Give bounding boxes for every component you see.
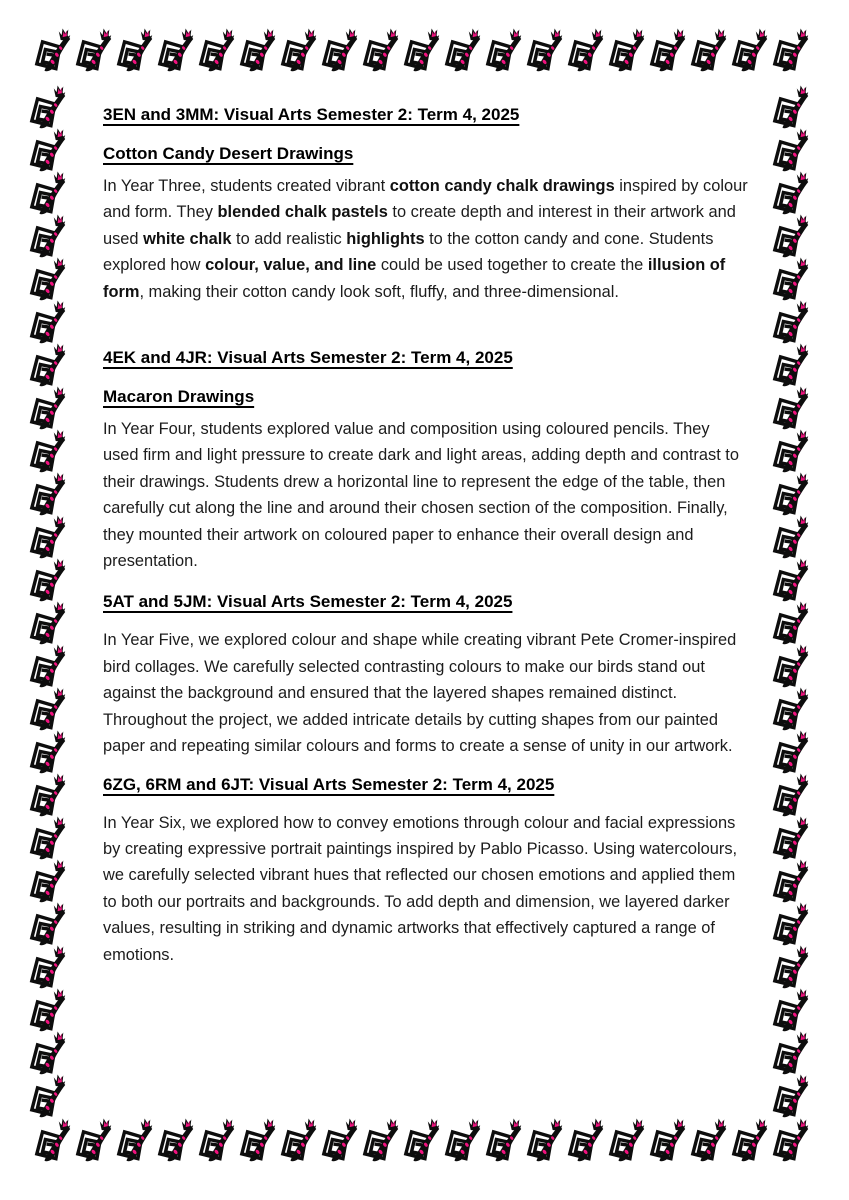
paintbrush-icon	[525, 1117, 567, 1162]
paintbrush-icon	[28, 944, 70, 989]
paintbrush-border-slot	[771, 772, 815, 815]
paintbrush-icon	[648, 27, 690, 72]
paintbrush-border-slot	[771, 643, 815, 686]
paintbrush-icon	[320, 1117, 362, 1162]
paintbrush-border-slot	[197, 1117, 238, 1163]
paintbrush-border-slot	[28, 213, 72, 256]
paintbrush-icon	[28, 987, 70, 1032]
paintbrush-border-slot	[443, 27, 484, 73]
paintbrush-icon	[28, 600, 70, 645]
paintbrush-icon	[771, 471, 813, 516]
paintbrush-border-slot	[320, 27, 361, 73]
paintbrush-icon	[28, 170, 70, 215]
paintbrush-icon	[156, 1117, 198, 1162]
paintbrush-icon	[28, 213, 70, 258]
paintbrush-border-slot	[771, 213, 815, 256]
paintbrush-icon	[28, 342, 70, 387]
paintbrush-icon	[771, 729, 813, 774]
body-text: In Year Four, students explored value and composition using coloured pencils. They used firm and light pressure to create dark and light areas, adding depth and contrast to their drawings. Students drew a horizontal line to represent the edge of the table, then carefully cut along the line and around their chosen section of the composition. Finally, they mounted their artwork on coloured paper to enhance their overall design and presentation.	[103, 420, 739, 571]
paintbrush-icon	[156, 27, 198, 72]
section-heading: 6ZG, 6RM and 6JT: Visual Arts Semester 2: Term 4, 2025	[103, 774, 555, 794]
paintbrush-border-slot	[28, 428, 72, 471]
section-heading: 3EN and 3MM: Visual Arts Semester 2: Term 4, 2025	[103, 105, 520, 124]
paintbrush-border-slot	[525, 1117, 566, 1163]
paintbrush-border-slot	[771, 471, 815, 514]
paintbrush-border-slot	[197, 27, 238, 73]
bold-text: highlights	[346, 229, 425, 248]
paintbrush-icon	[771, 127, 813, 172]
paintbrush-icon	[28, 84, 70, 129]
paintbrush-border-slot	[771, 815, 815, 858]
paintbrush-border-slot	[771, 428, 815, 471]
paintbrush-border-slot	[28, 514, 72, 557]
paintbrush-border-slot	[28, 600, 72, 643]
paintbrush-icon	[771, 27, 813, 72]
report-section	[103, 774, 749, 968]
paintbrush-border-slot	[28, 471, 72, 514]
paintbrush-border-slot	[28, 944, 72, 987]
bold-text: illusion of form	[103, 256, 726, 301]
paintbrush-icon	[771, 213, 813, 258]
paintbrush-icon	[238, 27, 280, 72]
paintbrush-border-slot	[771, 1117, 812, 1163]
paintbrush-icon	[443, 27, 485, 72]
paintbrush-border-slot	[28, 815, 72, 858]
paintbrush-icon	[607, 1117, 649, 1162]
paintbrush-icon	[771, 170, 813, 215]
paintbrush-border-slot	[443, 1117, 484, 1163]
paintbrush-icon	[28, 471, 70, 516]
section-subtitle: Macaron Drawings	[103, 387, 255, 407]
paintbrush-icon	[771, 342, 813, 387]
paintbrush-icon	[28, 901, 70, 946]
paintbrush-border-slot	[771, 901, 815, 944]
paintbrush-border-slot	[74, 27, 115, 73]
paintbrush-icon	[361, 27, 403, 72]
paintbrush-border-slot	[771, 600, 815, 643]
paintbrush-border-slot	[566, 1117, 607, 1163]
paintbrush-icon	[28, 256, 70, 301]
paintbrush-border-slot	[28, 299, 72, 342]
paintbrush-border-slot	[74, 1117, 115, 1163]
bold-text: cotton candy chalk drawings	[389, 177, 615, 195]
paintbrush-icon	[28, 514, 70, 559]
paintbrush-border-slot	[156, 1117, 197, 1163]
paintbrush-icon	[771, 256, 813, 301]
paintbrush-icon	[28, 815, 70, 860]
body-text: to the cotton candy and cone. Students explored how	[103, 229, 714, 275]
section-heading: 5AT and 5JM: Visual Arts Semester 2: Term 4, 2025	[103, 592, 513, 612]
paintbrush-icon	[771, 772, 813, 817]
paintbrush-border-slot	[771, 299, 815, 342]
paintbrush-icon	[525, 27, 567, 72]
paintbrush-icon	[279, 1117, 321, 1162]
body-text: inspired by colour and form. They	[103, 177, 748, 222]
paintbrush-icon	[689, 27, 731, 72]
bold-text: blended chalk pastels	[217, 203, 388, 222]
paintbrush-border-slot	[771, 170, 815, 213]
paintbrush-icon	[771, 600, 813, 645]
paintbrush-border-slot	[238, 1117, 279, 1163]
paintbrush-border-slot	[361, 27, 402, 73]
paintbrush-border-slot	[771, 987, 815, 1030]
paintbrush-icon	[28, 858, 70, 903]
paintbrush-border-slot	[28, 1073, 72, 1116]
paintbrush-border-slot	[115, 1117, 156, 1163]
paintbrush-icon	[771, 944, 813, 989]
paintbrush-icon	[238, 1117, 280, 1162]
paintbrush-icon	[115, 1117, 157, 1162]
paintbrush-icon	[771, 1117, 813, 1162]
paintbrush-border-slot	[279, 27, 320, 73]
paintbrush-border-slot	[28, 385, 72, 428]
section-subtitle: Cotton Candy Desert Drawings	[103, 144, 354, 163]
decorative-border-left	[28, 84, 72, 1116]
paintbrush-icon	[28, 127, 70, 172]
paintbrush-icon	[74, 1117, 116, 1162]
paintbrush-icon	[74, 27, 116, 72]
paintbrush-border-slot	[771, 127, 815, 170]
body-text: to create depth and interest in their artwork and used	[103, 203, 736, 248]
decorative-border-top	[33, 27, 812, 73]
paintbrush-border-slot	[689, 1117, 730, 1163]
section-paragraph	[103, 627, 749, 759]
decorative-border-bottom	[33, 1117, 812, 1163]
paintbrush-icon	[771, 643, 813, 688]
paintbrush-border-slot	[771, 27, 812, 73]
paintbrush-icon	[402, 1117, 444, 1162]
paintbrush-icon	[771, 815, 813, 860]
paintbrush-border-slot	[28, 170, 72, 213]
paintbrush-icon	[28, 1073, 70, 1118]
paintbrush-border-slot	[730, 1117, 771, 1163]
paintbrush-icon	[33, 27, 75, 72]
paintbrush-border-slot	[484, 1117, 525, 1163]
paintbrush-border-slot	[238, 27, 279, 73]
paintbrush-border-slot	[771, 1030, 815, 1073]
paintbrush-icon	[320, 27, 362, 72]
paintbrush-icon	[771, 1073, 813, 1118]
paintbrush-border-slot	[771, 944, 815, 987]
paintbrush-icon	[771, 299, 813, 344]
paintbrush-border-slot	[28, 557, 72, 600]
report-section	[103, 591, 749, 759]
paintbrush-border-slot	[28, 987, 72, 1030]
paintbrush-border-slot	[566, 27, 607, 73]
paintbrush-border-slot	[771, 858, 815, 901]
paintbrush-border-slot	[771, 729, 815, 772]
paintbrush-border-slot	[28, 858, 72, 901]
paintbrush-icon	[607, 27, 649, 72]
paintbrush-icon	[730, 1117, 772, 1162]
section-paragraph	[103, 810, 749, 968]
paintbrush-border-slot	[28, 729, 72, 772]
paintbrush-border-slot	[689, 27, 730, 73]
paintbrush-icon	[33, 1117, 75, 1162]
paintbrush-icon	[115, 27, 157, 72]
decorative-border-right	[771, 84, 815, 1116]
paintbrush-icon	[28, 1030, 70, 1075]
paintbrush-icon	[771, 428, 813, 473]
paintbrush-icon	[771, 514, 813, 559]
paintbrush-border-slot	[279, 1117, 320, 1163]
body-text: , making their cotton candy look soft, fluffy, and three-dimensional.	[139, 282, 619, 301]
body-text: could be used together to create the	[376, 256, 648, 275]
paintbrush-border-slot	[771, 84, 815, 127]
paintbrush-border-slot	[156, 27, 197, 73]
paintbrush-icon	[566, 1117, 608, 1162]
paintbrush-icon	[197, 27, 239, 72]
paintbrush-border-slot	[28, 1030, 72, 1073]
paintbrush-border-slot	[28, 643, 72, 686]
paintbrush-icon	[648, 1117, 690, 1162]
paintbrush-border-slot	[33, 27, 74, 73]
paintbrush-icon	[28, 772, 70, 817]
paintbrush-icon	[566, 27, 608, 72]
paintbrush-border-slot	[115, 27, 156, 73]
paintbrush-border-slot	[28, 342, 72, 385]
section-heading: 4EK and 4JR: Visual Arts Semester 2: Term 4, 2025	[103, 348, 513, 368]
section-paragraph	[103, 173, 749, 305]
paintbrush-border-slot	[484, 27, 525, 73]
paintbrush-icon	[28, 686, 70, 731]
paintbrush-border-slot	[607, 1117, 648, 1163]
paintbrush-icon	[28, 385, 70, 430]
paintbrush-icon	[402, 27, 444, 72]
paintbrush-border-slot	[771, 557, 815, 600]
paintbrush-border-slot	[771, 514, 815, 557]
body-text: In Year Three, students created vibrant	[103, 177, 390, 195]
paintbrush-border-slot	[607, 27, 648, 73]
paintbrush-border-slot	[402, 1117, 443, 1163]
paintbrush-icon	[361, 1117, 403, 1162]
document-content	[103, 104, 749, 968]
paintbrush-border-slot	[28, 256, 72, 299]
paintbrush-border-slot	[648, 1117, 689, 1163]
section-paragraph	[103, 416, 749, 574]
paintbrush-icon	[771, 987, 813, 1032]
paintbrush-icon	[771, 1030, 813, 1075]
paintbrush-icon	[279, 27, 321, 72]
paintbrush-border-slot	[771, 385, 815, 428]
paintbrush-icon	[689, 1117, 731, 1162]
paintbrush-border-slot	[28, 901, 72, 944]
bold-text: colour, value, and line	[205, 256, 377, 275]
body-text: In Year Five, we explored colour and shape while creating vibrant Pete Cromer-inspired bird collages. We carefully selected contrasting colours to make our birds stand out against the background and ensured that the layered shapes remained distinct. Throughout the project, we added intricate details by cutting shapes from our painted paper and repeating similar colours and forms to create a sense of unity in our artwork.	[103, 631, 737, 756]
paintbrush-border-slot	[361, 1117, 402, 1163]
paintbrush-border-slot	[320, 1117, 361, 1163]
paintbrush-icon	[771, 901, 813, 946]
paintbrush-icon	[443, 1117, 485, 1162]
paintbrush-icon	[28, 557, 70, 602]
paintbrush-border-slot	[730, 27, 771, 73]
body-text: to add realistic	[231, 229, 347, 248]
paintbrush-icon	[771, 557, 813, 602]
paintbrush-icon	[771, 385, 813, 430]
report-section	[103, 347, 749, 574]
body-text: In Year Six, we explored how to convey emotions through colour and facial expressions by creating expressive portrait paintings inspired by Pablo Picasso. Using watercolours, we carefully selected vibrant hues that reflected our chosen emotions and applied them to both our portraits and backgrounds. To add depth and dimension, we layered darker values, resulting in striking and dynamic artworks that effectively captured a range of emotions.	[103, 813, 738, 964]
paintbrush-icon	[28, 299, 70, 344]
paintbrush-border-slot	[28, 686, 72, 729]
report-section	[103, 104, 749, 305]
paintbrush-icon	[484, 1117, 526, 1162]
paintbrush-border-slot	[771, 342, 815, 385]
paintbrush-border-slot	[402, 27, 443, 73]
paintbrush-icon	[28, 729, 70, 774]
paintbrush-border-slot	[525, 27, 566, 73]
paintbrush-icon	[484, 27, 526, 72]
paintbrush-border-slot	[28, 84, 72, 127]
paintbrush-border-slot	[771, 256, 815, 299]
paintbrush-border-slot	[28, 127, 72, 170]
paintbrush-icon	[771, 858, 813, 903]
paintbrush-icon	[197, 1117, 239, 1162]
paintbrush-border-slot	[771, 1073, 815, 1116]
paintbrush-border-slot	[33, 1117, 74, 1163]
paintbrush-icon	[28, 643, 70, 688]
bold-text: white chalk	[143, 229, 232, 248]
paintbrush-border-slot	[28, 772, 72, 815]
paintbrush-icon	[730, 27, 772, 72]
paintbrush-icon	[28, 428, 70, 473]
paintbrush-icon	[771, 84, 813, 129]
paintbrush-border-slot	[648, 27, 689, 73]
paintbrush-border-slot	[771, 686, 815, 729]
paintbrush-icon	[771, 686, 813, 731]
